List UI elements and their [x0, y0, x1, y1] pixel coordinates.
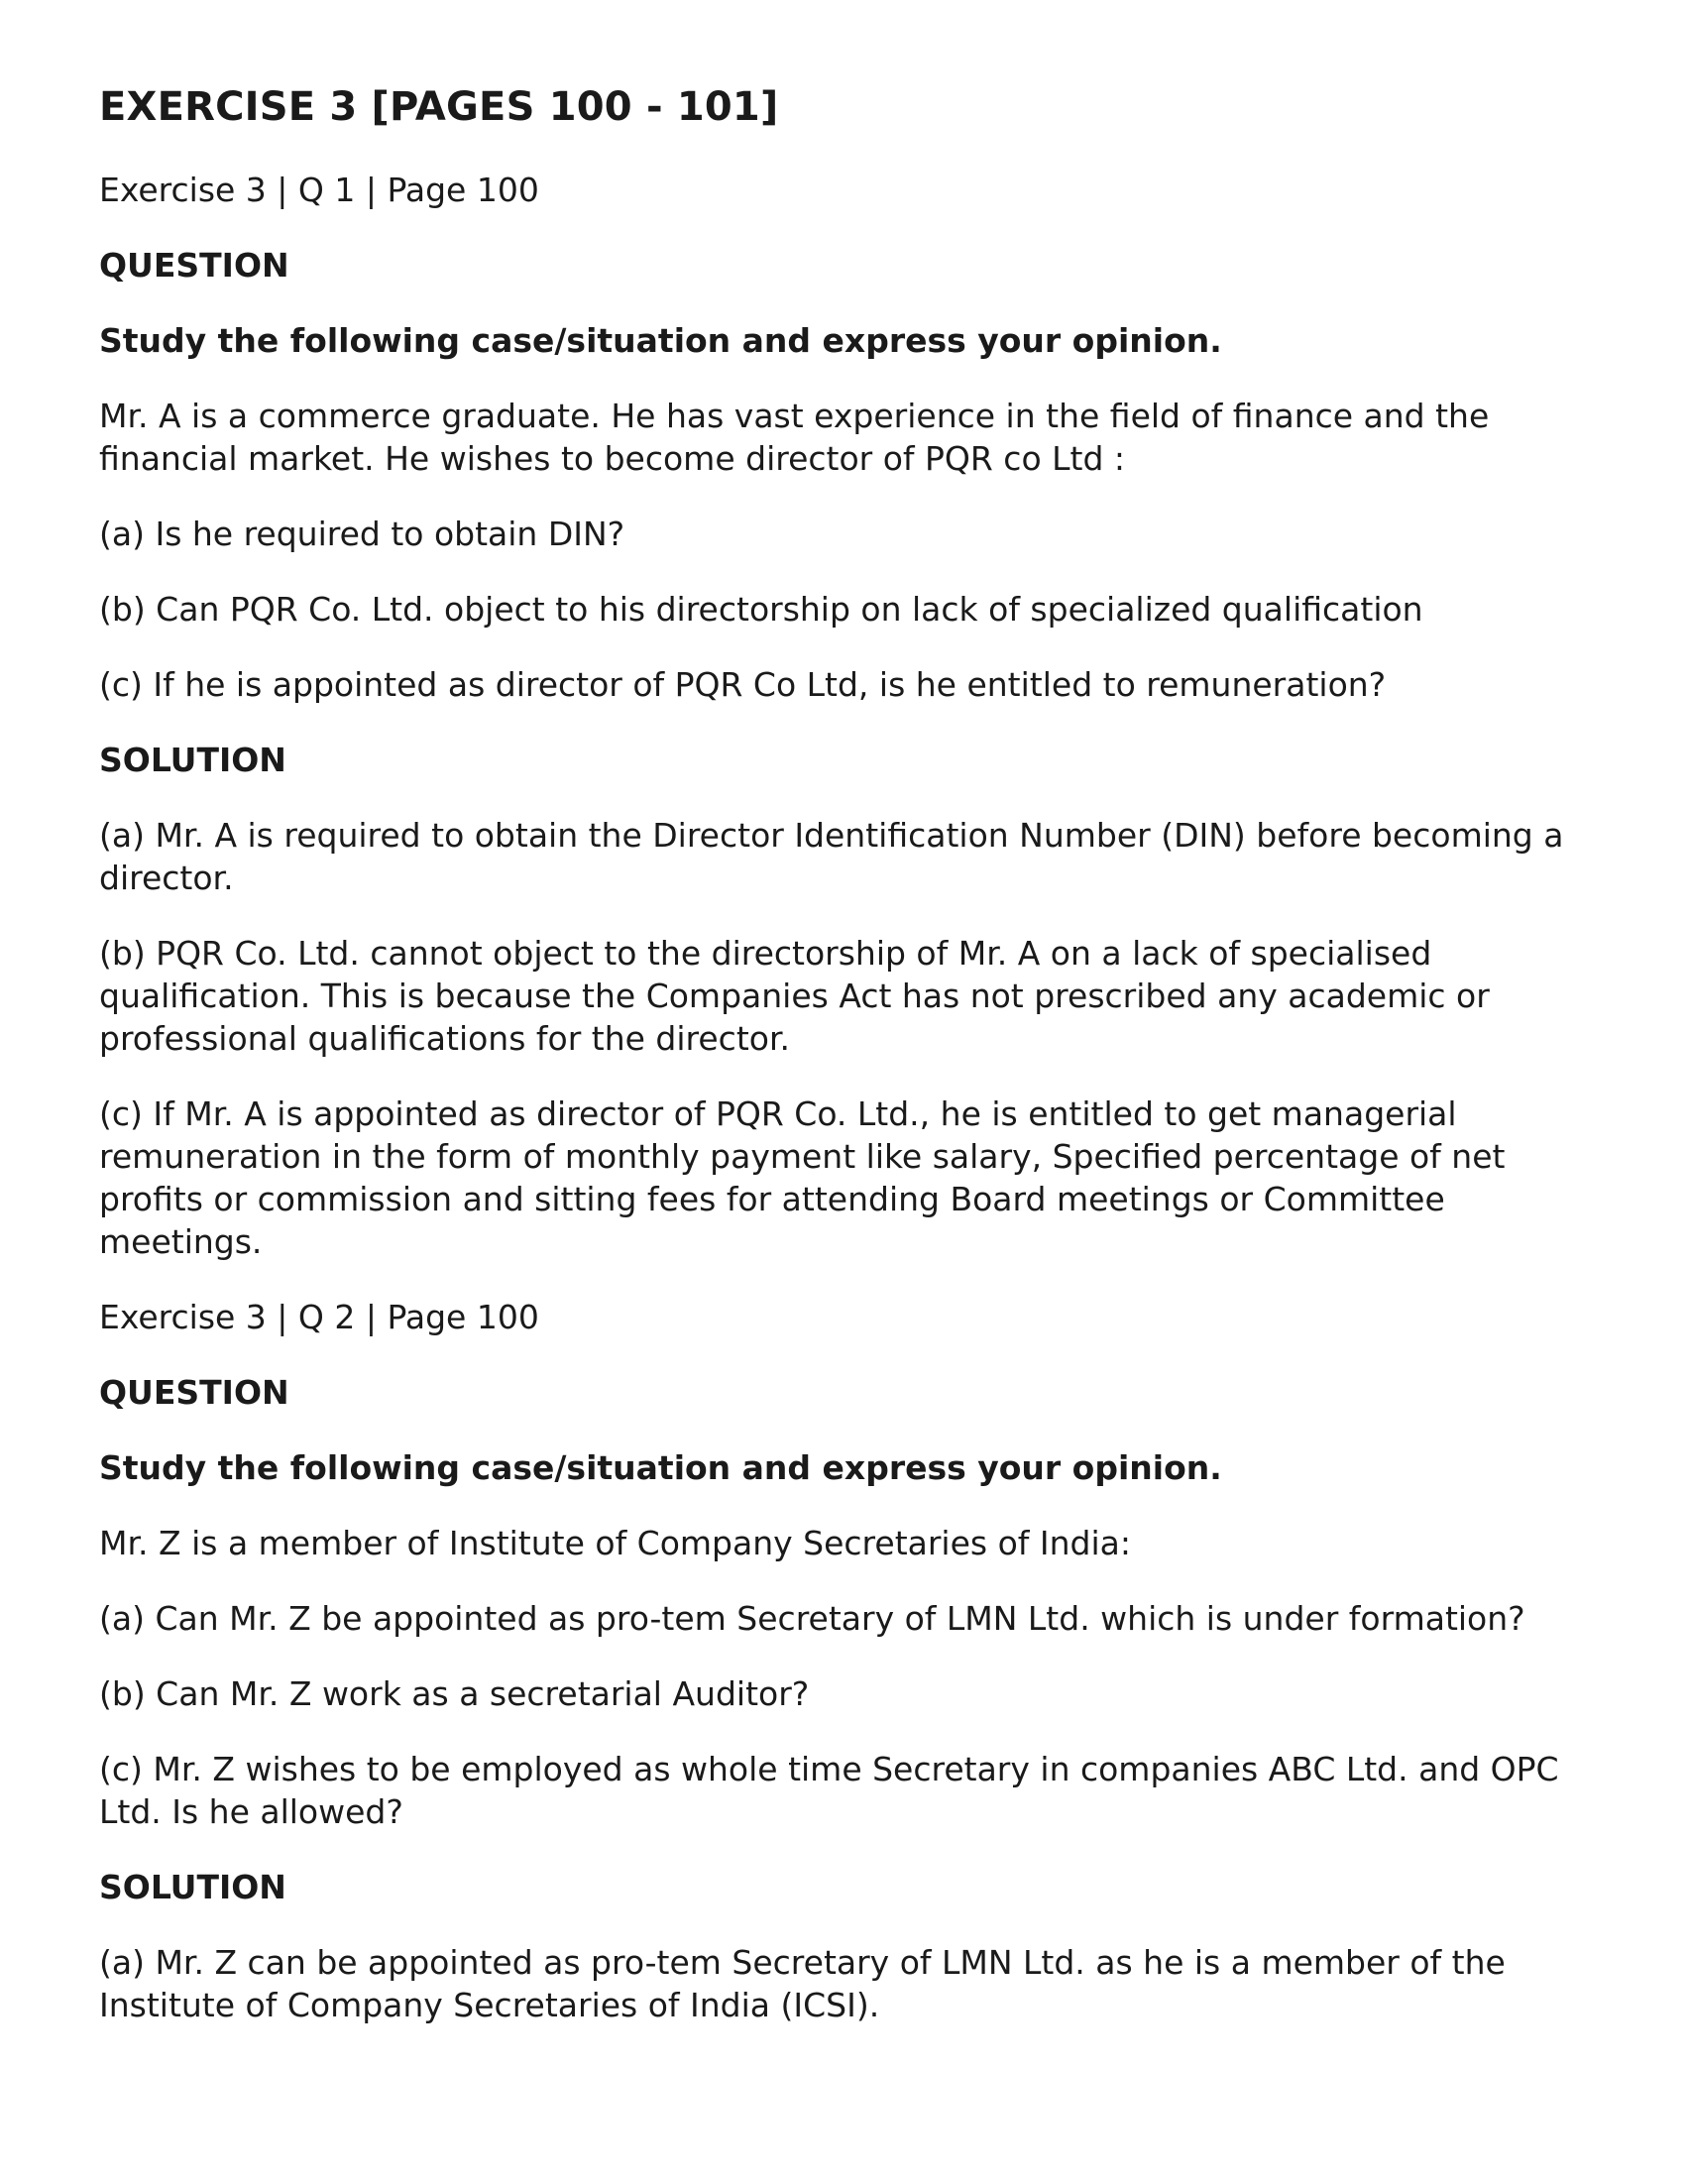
solution-answer: (c) If Mr. A is appointed as director of PQR Co. Ltd., he is entitled to get managerial remuneration in the form of monthly payment like salary, Specified percentage of net profits or commission and sitting fees for attending Board meetings or Committee meetings. [99, 1094, 1506, 1261]
question-item: (c) If he is appointed as director of PQR Co Ltd, is he entitled to remuneration? [99, 665, 1387, 704]
case-description: Mr. A is a commerce graduate. He has vast experience in the field of finance and the financial market. He wishes to become director of PQR co Ltd : [99, 397, 1490, 478]
question-2-section [99, 1296, 1606, 2026]
solution-heading: SOLUTION [99, 1868, 286, 1906]
question-item: (b) Can PQR Co. Ltd. object to his directorship on lack of specialized qualification [99, 590, 1423, 629]
question-1-section [99, 169, 1606, 1263]
question-item: (b) Can Mr. Z work as a secretarial Auditor? [99, 1674, 810, 1713]
solution-answer: (a) Mr. A is required to obtain the Director Identification Number (DIN) before becoming a director. [99, 816, 1564, 897]
case-description: Mr. Z is a member of Institute of Company Secretaries of India: [99, 1524, 1131, 1562]
solution-heading: SOLUTION [99, 741, 286, 779]
solution-answer: (b) PQR Co. Ltd. cannot object to the directorship of Mr. A on a lack of specialised qualification. This is because the Companies Act has not prescribed any academic or professional qualifications for the director. [99, 934, 1490, 1058]
question-item: (a) Can Mr. Z be appointed as pro-tem Secretary of LMN Ltd. which is under formation? [99, 1599, 1525, 1638]
question-heading: QUESTION [99, 246, 289, 285]
question-prompt: Study the following case/situation and express your opinion. [99, 321, 1222, 360]
question-reference: Exercise 3 | Q 2 | Page 100 [99, 1298, 539, 1336]
question-item: (a) Is he required to obtain DIN? [99, 515, 625, 553]
page-title: EXERCISE 3 [PAGES 100 - 101] [99, 84, 779, 130]
question-heading: QUESTION [99, 1373, 289, 1412]
question-item: (c) Mr. Z wishes to be employed as whole time Secretary in companies ABC Ltd. and OPC Ltd. Is he allowed? [99, 1750, 1559, 1831]
question-prompt: Study the following case/situation and express your opinion. [99, 1448, 1222, 1487]
solution-answer: (a) Mr. Z can be appointed as pro-tem Secretary of LMN Ltd. as he is a member of the Institute of Company Secretaries of India (ICSI). [99, 1943, 1506, 2024]
question-reference: Exercise 3 | Q 1 | Page 100 [99, 171, 539, 209]
document-page [99, 81, 1606, 2059]
